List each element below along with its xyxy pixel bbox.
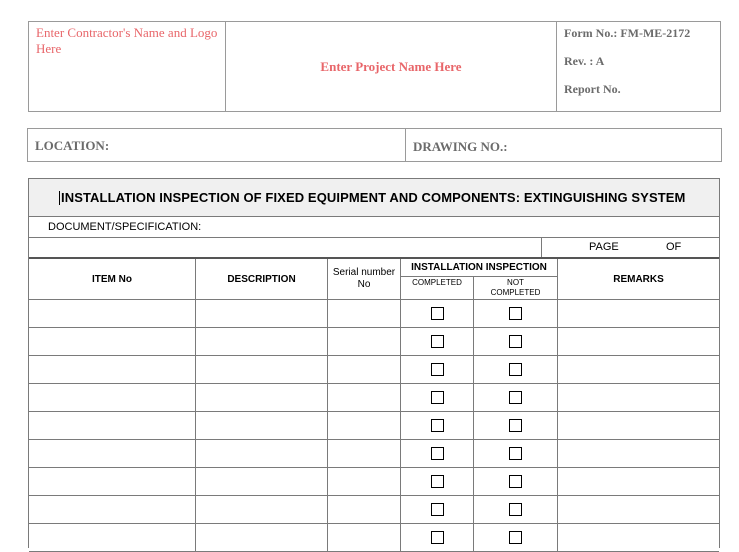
description-cell[interactable] (196, 412, 328, 439)
item-no-cell[interactable] (29, 496, 196, 523)
table-row (29, 356, 719, 384)
form-title-text: INSTALLATION INSPECTION OF FIXED EQUIPMENT AND COMPONENTS: EXTINGUISHING SYSTEM (61, 190, 686, 205)
page-row-blank (29, 238, 542, 257)
item-no-cell[interactable] (29, 300, 196, 327)
not-completed-cell (474, 328, 558, 355)
not-completed-cell (474, 468, 558, 495)
table-header (29, 259, 719, 300)
item-no-cell[interactable] (29, 468, 196, 495)
not-completed-cell (474, 300, 558, 327)
remarks-cell[interactable] (558, 328, 719, 355)
not-completed-checkbox[interactable] (509, 391, 522, 404)
description-cell[interactable] (196, 328, 328, 355)
item-no-cell[interactable] (29, 384, 196, 411)
not-completed-cell (474, 440, 558, 467)
completed-checkbox[interactable] (431, 307, 444, 320)
not-completed-cell (474, 356, 558, 383)
page-number-field[interactable] (542, 238, 719, 257)
table-row (29, 328, 719, 356)
col-item-no: ITEM No (29, 259, 196, 299)
completed-cell (401, 328, 474, 355)
not-completed-cell (474, 524, 558, 551)
table-row (29, 384, 719, 412)
table-row (29, 412, 719, 440)
remarks-cell[interactable] (558, 496, 719, 523)
serial-number-cell[interactable] (328, 496, 401, 523)
description-cell[interactable] (196, 440, 328, 467)
col-remarks: REMARKS (613, 273, 664, 285)
serial-number-cell[interactable] (328, 440, 401, 467)
col-serial-line1: Serial number (332, 267, 396, 278)
not-completed-cell (474, 384, 558, 411)
serial-number-cell[interactable] (328, 384, 401, 411)
col-completed: COMPLETED (401, 277, 474, 299)
form-header (28, 21, 721, 112)
completed-checkbox[interactable] (431, 391, 444, 404)
serial-number-cell[interactable] (328, 412, 401, 439)
not-completed-checkbox[interactable] (509, 531, 522, 544)
not-completed-checkbox[interactable] (509, 335, 522, 348)
description-cell[interactable] (196, 384, 328, 411)
serial-number-cell[interactable] (328, 328, 401, 355)
table-row (29, 440, 719, 468)
col-installation-inspection (401, 259, 558, 299)
remarks-cell[interactable] (558, 384, 719, 411)
completed-cell (401, 468, 474, 495)
completed-cell (401, 384, 474, 411)
col-serial-number (328, 259, 401, 299)
col-not-completed: NOT COMPLETED (490, 278, 541, 297)
contractor-name-placeholder[interactable]: Enter Contractor's Name and Logo Here (29, 22, 226, 111)
of-label: OF (666, 241, 682, 253)
serial-number-cell[interactable] (328, 468, 401, 495)
completed-checkbox[interactable] (431, 363, 444, 376)
completed-checkbox[interactable] (431, 503, 444, 516)
col-inspection-title: INSTALLATION INSPECTION (401, 259, 557, 277)
completed-cell (401, 356, 474, 383)
form-title[interactable] (29, 179, 719, 217)
not-completed-checkbox[interactable] (509, 419, 522, 432)
serial-number-cell[interactable] (328, 356, 401, 383)
completed-cell (401, 524, 474, 551)
table-row (29, 468, 719, 496)
completed-cell (401, 440, 474, 467)
page-label: PAGE (589, 241, 619, 253)
project-name-placeholder[interactable]: Enter Project Name Here (226, 22, 557, 111)
remarks-cell[interactable] (558, 440, 719, 467)
description-cell[interactable] (196, 300, 328, 327)
completed-cell (401, 300, 474, 327)
description-cell[interactable] (196, 496, 328, 523)
remarks-cell[interactable] (558, 300, 719, 327)
not-completed-checkbox[interactable] (509, 307, 522, 320)
table-row (29, 524, 719, 552)
not-completed-checkbox[interactable] (509, 503, 522, 516)
not-completed-checkbox[interactable] (509, 447, 522, 460)
table-row (29, 496, 719, 524)
location-field[interactable]: LOCATION: (28, 129, 406, 161)
item-no-cell[interactable] (29, 440, 196, 467)
description-cell[interactable] (196, 468, 328, 495)
remarks-cell[interactable] (558, 356, 719, 383)
remarks-cell[interactable] (558, 412, 719, 439)
form-number: Form No.: FM-ME-2172 (564, 26, 691, 40)
description-cell[interactable] (196, 356, 328, 383)
form-meta (557, 22, 720, 111)
page-row (29, 238, 719, 259)
inspection-form (28, 178, 720, 548)
location-row (27, 128, 722, 162)
col-description: DESCRIPTION (196, 259, 328, 299)
col-serial-line2: No (357, 279, 371, 290)
item-no-cell[interactable] (29, 328, 196, 355)
completed-checkbox[interactable] (431, 447, 444, 460)
item-no-cell[interactable] (29, 524, 196, 551)
completed-cell (401, 412, 474, 439)
text-cursor (59, 191, 60, 205)
not-completed-cell (474, 412, 558, 439)
item-no-cell[interactable] (29, 356, 196, 383)
completed-cell (401, 496, 474, 523)
completed-checkbox[interactable] (431, 531, 444, 544)
revision: Rev. : A (564, 54, 605, 68)
completed-checkbox[interactable] (431, 335, 444, 348)
not-completed-cell (474, 496, 558, 523)
table-row (29, 300, 719, 328)
completed-checkbox[interactable] (431, 419, 444, 432)
not-completed-checkbox[interactable] (509, 475, 522, 488)
table-body (29, 300, 719, 552)
item-no-cell[interactable] (29, 412, 196, 439)
remarks-cell[interactable] (558, 468, 719, 495)
completed-checkbox[interactable] (431, 475, 444, 488)
serial-number-cell[interactable] (328, 524, 401, 551)
serial-number-cell[interactable] (328, 300, 401, 327)
report-number[interactable]: Report No. (564, 82, 621, 96)
remarks-cell[interactable] (558, 524, 719, 551)
description-cell[interactable] (196, 524, 328, 551)
document-specification-field[interactable]: DOCUMENT/SPECIFICATION: (29, 217, 719, 238)
drawing-number-field[interactable]: DRAWING NO.: (413, 139, 508, 154)
not-completed-checkbox[interactable] (509, 363, 522, 376)
